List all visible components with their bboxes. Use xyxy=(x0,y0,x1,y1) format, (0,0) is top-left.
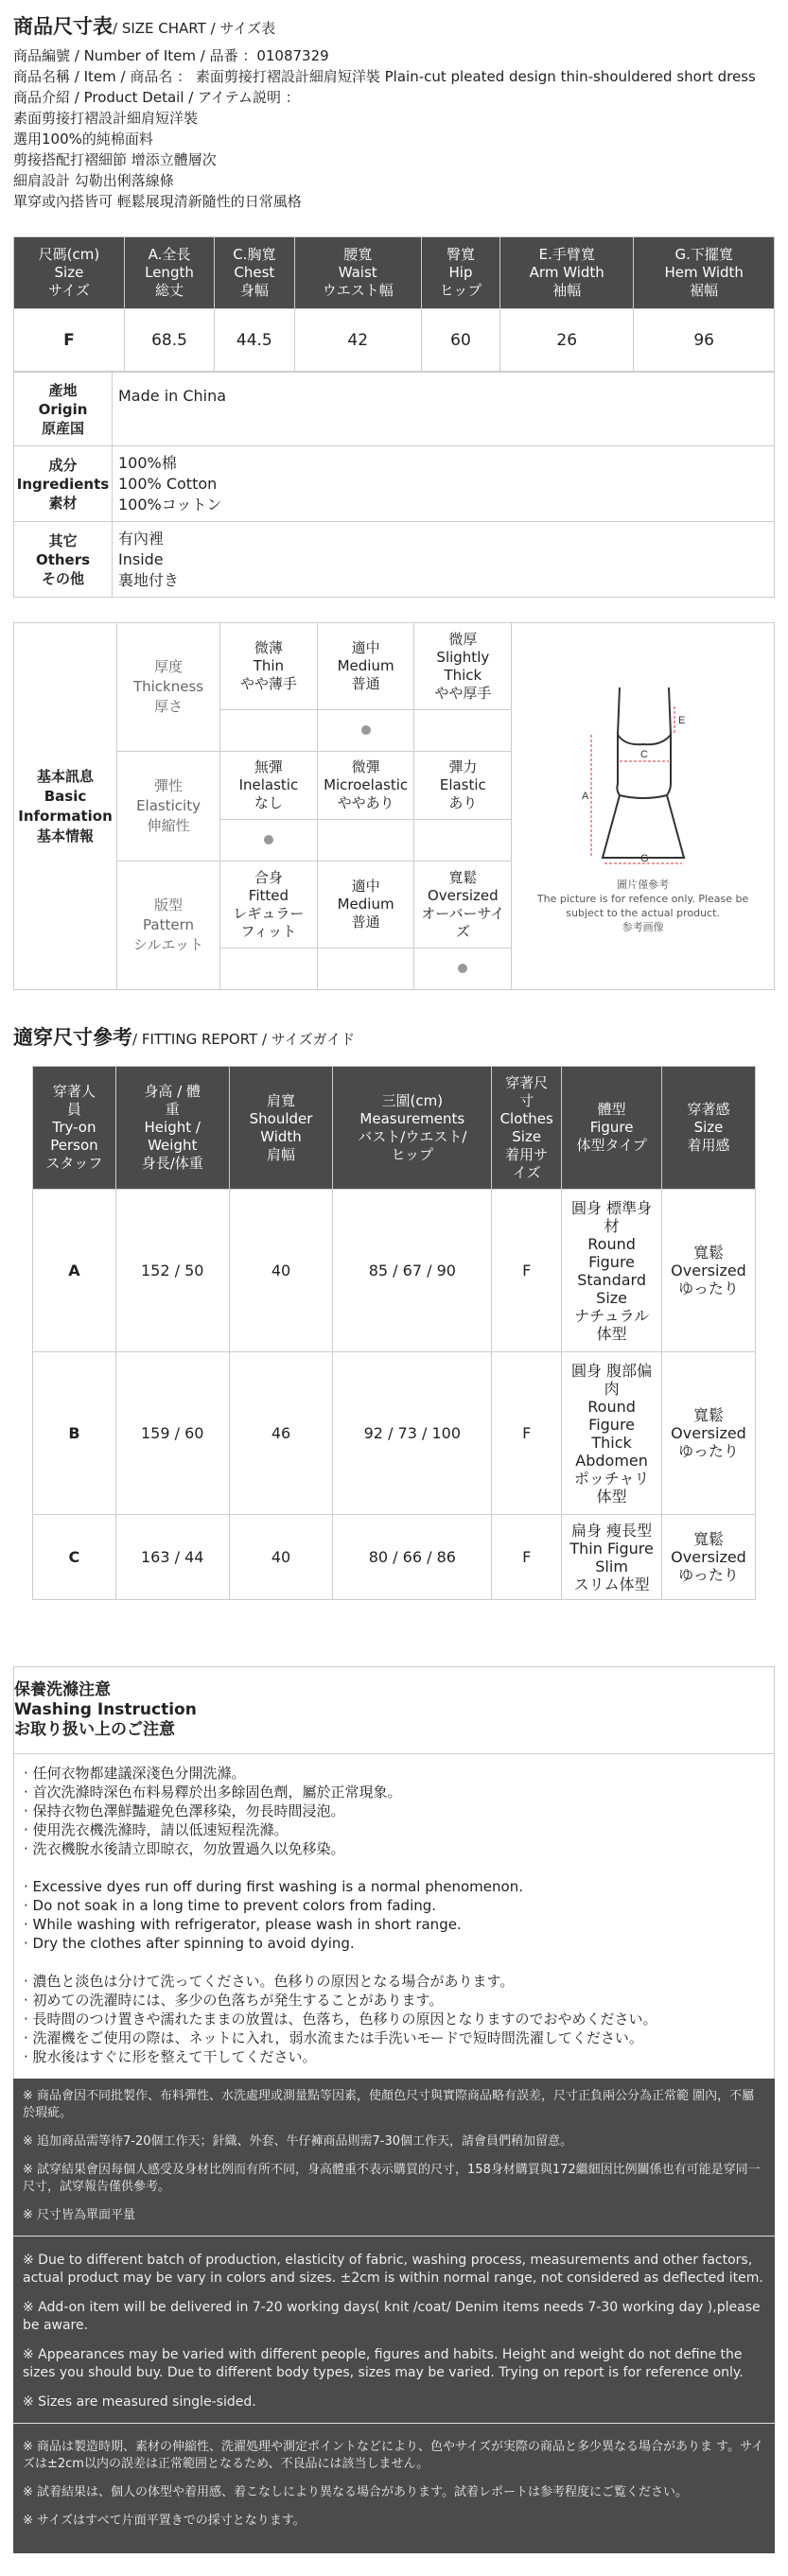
origin-row xyxy=(14,373,775,446)
elasticity-option-elastic: 彈力 Elastic あり xyxy=(414,752,512,820)
fitting-report-table xyxy=(32,1066,756,1600)
size-cell: F xyxy=(14,309,125,372)
fitting-report-title: 適穿尺寸參考/ FITTING REPORT / サイズガイド xyxy=(13,1026,356,1049)
dress-image-note: 圖片僅參考 The picture is for refence only. Please be subject to the actual product. 参考画像 xyxy=(536,879,749,933)
elasticity-indicator-inelastic xyxy=(220,820,318,862)
washing-title: 保養洗滌注意 Washing Instruction お取り扱い上のご注意 xyxy=(14,1680,197,1739)
product-info xyxy=(13,45,775,212)
header-size-feel: 穿著感 Size 着用感 xyxy=(662,1067,756,1190)
measurements-cell: 80 / 66 / 86 xyxy=(333,1515,492,1600)
thickness-indicator-medium xyxy=(317,710,414,752)
thickness-label: 厚度 Thickness 厚さ xyxy=(117,623,220,752)
pattern-indicator-fitted xyxy=(220,949,318,990)
label-a: A xyxy=(581,791,588,802)
product-meta-table xyxy=(13,372,775,598)
header-waist: 腰寬 Waist ウエスト幅 xyxy=(294,237,421,309)
selected-dot xyxy=(458,964,467,973)
table-row xyxy=(33,1352,756,1515)
ingredients-row xyxy=(14,446,775,522)
header-hip: 臀寬 Hip ヒップ xyxy=(421,237,499,309)
shoulder-cell: 46 xyxy=(229,1352,333,1515)
height-weight-cell: 152 / 50 xyxy=(115,1190,229,1352)
info-line: 素面剪接打褶設計細肩短洋裝 xyxy=(13,110,199,127)
size-feel-cell: 寬鬆 Oversized ゆったり xyxy=(662,1190,756,1352)
dress-diagram xyxy=(572,678,714,867)
info-line: 單穿或內搭皆可 輕鬆展現清新隨性的日常風格 xyxy=(13,193,302,210)
info-line: 商品名稱 / Item / 商品名 ： 素面剪接打褶設計細肩短洋裝 Plain-cut pleated design thin-shouldered short dress xyxy=(13,68,756,85)
dress-diagram-cell xyxy=(512,623,775,990)
header-hem-width: G.下擺寬 Hem Width 裾幅 xyxy=(634,237,775,309)
header-clothes-size: 穿著尺 寸 Clothes Size 着用サ イズ xyxy=(492,1067,562,1190)
height-weight-cell: 163 / 44 xyxy=(115,1515,229,1600)
header-size: 尺碼(cm) Size サイズ xyxy=(14,237,125,309)
basic-info-table xyxy=(13,622,775,990)
shoulder-cell: 40 xyxy=(229,1515,333,1600)
thickness-option-thin: 微薄 Thin やや薄手 xyxy=(220,623,318,710)
pattern-indicator-medium xyxy=(317,949,414,990)
header-try-on-person: 穿著人 員 Try-on Person スタッフ xyxy=(33,1067,116,1190)
figure-cell: 圓身 腹部偏 肉 Round Figure Thick Abdomen ポッチャリ 体型 xyxy=(562,1352,662,1515)
pattern-indicator-oversized xyxy=(414,949,512,990)
header-length: A.全長 Length 総丈 xyxy=(124,237,214,309)
shoulder-cell: 40 xyxy=(229,1190,333,1352)
waist-cell: 42 xyxy=(294,309,421,372)
header-chest: C.胸寬 Chest 身幅 xyxy=(215,237,294,309)
others-value: 有內裡 Inside 裏地付き xyxy=(113,522,775,598)
person-cell: B xyxy=(33,1352,116,1515)
table-row xyxy=(33,1190,756,1352)
notes-en: ※ Due to different batch of production, elasticity of fabric, washing process, measurements and other factors, actual product may be vary in colors and sizes. ±2cm is within normal range, not considered as deflected item. ※ Add-on item will be delivered in 7-20 working days( knit /coat/ Denim items needs 7-30 working day ),please be aware. ※ Appearances may be varied with different people, figures and habits. Height and weight do not define the sizes you should buy. Due to different body types, sizes may be varied. Trying on report is for reference only. ※ Sizes are measured single-sided. xyxy=(23,2253,763,2410)
washing-zh: · 任何衣物都建議深淺色分開洗滌。 · 首次洗滌時深色布料易釋於出多餘固色劑，屬於正常現象。 · 保持衣物色澤鮮豔避免色澤移染，勿長時間浸泡。 · 使用洗衣機洗滌時，請以低速短程洗滌。 · 洗衣機脫水後請立即晾衣，勿放置過久以免移染。 xyxy=(24,1765,402,1857)
elasticity-indicator-elastic xyxy=(414,820,512,862)
pattern-option-medium: 適中 Medium 普通 xyxy=(317,862,414,949)
measurements-cell: 85 / 67 / 90 xyxy=(333,1190,492,1352)
notes-panel xyxy=(13,2079,775,2553)
person-cell: A xyxy=(33,1190,116,1352)
pattern-label: 版型 Pattern シルエット xyxy=(117,862,220,990)
notes-zh: ※ 商品會因不同批製作、布料彈性、水洗處理或測量點等因素，使顏色尺寸與實際商品略有誤差，尺寸正負兩公分為正常範 圍內，不屬於瑕疵。 ※ 追加商品需等待7-20個工作天；針織、外套、牛仔褲商品則需7-30個工作天，請會員們稍加留意。 ※ 試穿結果會因每個人感受及身材比例而有所不同，身高體重不表示購買的尺寸，158身材購買與172繼細因比例關係也有可能是穿同一尺寸，試穿報告僅供參考。 ※ 尺寸皆為單面平量 xyxy=(23,2089,761,2222)
height-weight-cell: 159 / 60 xyxy=(115,1352,229,1515)
figure-cell: 扁身 瘦長型 Thin Figure Slim スリム体型 xyxy=(562,1515,662,1600)
selected-dot xyxy=(361,725,371,735)
origin-label: 產地 Origin 原産国 xyxy=(14,373,113,446)
thickness-indicator-thin xyxy=(220,710,318,752)
notes-ja: ※ 商品は製造時期、素材の伸縮性、洗濯処理や測定ポイントなどにより、色やサイズが実際の商品と多少異なる場合がありま す。サイズは±2cm以内の誤差は正常範囲となるため、不良品には該当しません。 ※ 試着結果は、個人の体型や着用感、着こなしにより異なる場合があります。試着レポートは参考程度にご覧ください。 ※ サイズはすべて片面平置きでの採寸となります。 xyxy=(23,2440,764,2528)
ingredients-value: 100%棉 100% Cotton 100%コットン xyxy=(113,446,775,522)
selected-dot xyxy=(264,835,273,844)
thickness-indicator-thick xyxy=(414,710,512,752)
table-row xyxy=(33,1515,756,1600)
basic-info-heading: 基本訊息 Basic Information 基本情報 xyxy=(14,623,117,990)
header-height-weight: 身高 / 體 重 Height / Weight 身長/体重 xyxy=(115,1067,229,1190)
elasticity-option-inelastic: 無彈 Inelastic なし xyxy=(220,752,318,820)
info-line: 選用100%的純棉面料 xyxy=(13,131,153,148)
table-row xyxy=(14,309,775,372)
header-arm-width: E.手臂寬 Arm Width 袖幅 xyxy=(500,237,634,309)
info-line: 商品介紹 / Product Detail / アイテム説明 ： xyxy=(13,89,300,106)
hem-width-cell: 96 xyxy=(634,309,775,372)
elasticity-label: 彈性 Elasticity 伸縮性 xyxy=(117,752,220,862)
length-cell: 68.5 xyxy=(124,309,214,372)
info-line: 商品編號 / Number of Item / 品番 ：01087329 xyxy=(13,47,329,64)
person-cell: C xyxy=(33,1515,116,1600)
info-line: 剪接搭配打褶細節 增添立體層次 xyxy=(13,151,217,168)
size-feel-cell: 寬鬆 Oversized ゆったり xyxy=(662,1515,756,1600)
clothes-size-cell: F xyxy=(492,1190,562,1352)
info-line: 細肩設計 勾勒出俐落線條 xyxy=(13,172,174,189)
washing-ja: · 濃色と淡色は分けて洗ってください。色移りの原因となる場合があります。 · 初めての洗濯時には、多少の色落ちが発生することがあります。 · 長時間のつけ置きや濡れたままの放置は、色落ち，色移りの原因となりますのでおやめください。 · 洗濯機をご使用の際は、ネットに入れ，弱水流または手洗いモードで短時間洗濯してください。 · 脫水後はすぐに形を整えて干してください。 xyxy=(24,1973,657,2065)
arm-width-cell: 26 xyxy=(500,309,634,372)
elasticity-indicator-microelastic xyxy=(317,820,414,862)
size-feel-cell: 寬鬆 Oversized ゆったり xyxy=(662,1352,756,1515)
chest-cell: 44.5 xyxy=(215,309,294,372)
hip-cell: 60 xyxy=(421,309,499,372)
header-figure: 體型 Figure 体型タイプ xyxy=(562,1067,662,1190)
label-e: E xyxy=(677,715,685,726)
washing-en: · Excessive dyes run off during first washing is a normal phenomenon. · Do not soak in a long time to prevent colors from fading. · While washing with refrigerator, please wash in short range. · Dry the clothes after spinning to avoid dying. xyxy=(24,1878,523,1952)
ingredients-label: 成分 Ingredients 素材 xyxy=(14,446,113,522)
size-chart-title: 商品尺寸表/ SIZE CHART / サイズ表 xyxy=(13,15,276,38)
header-shoulder-width: 肩寬 Shoulder Width 肩幅 xyxy=(229,1067,333,1190)
size-chart-table xyxy=(13,236,775,372)
elasticity-option-microelastic: 微彈 Microelastic ややあり xyxy=(317,752,414,820)
label-g: G xyxy=(639,853,649,864)
others-row xyxy=(14,522,775,598)
washing-instructions xyxy=(13,1666,775,2080)
thickness-option-thick: 微厚 Slightly Thick やや厚手 xyxy=(414,623,512,710)
clothes-size-cell: F xyxy=(492,1515,562,1600)
measurements-cell: 92 / 73 / 100 xyxy=(333,1352,492,1515)
header xyxy=(0,0,788,212)
others-label: 其它 Others その他 xyxy=(14,522,113,598)
origin-value: Made in China xyxy=(113,373,775,446)
thickness-option-medium: 適中 Medium 普通 xyxy=(317,623,414,710)
pattern-option-fitted: 合身 Fitted レギュラー フィット xyxy=(220,862,318,949)
clothes-size-cell: F xyxy=(492,1352,562,1515)
header-measurements: 三圍(cm) Measurements バスト/ウエスト/ ヒップ xyxy=(333,1067,492,1190)
figure-cell: 圓身 標準身 材 Round Figure Standard Size ナチュラル 体型 xyxy=(562,1190,662,1352)
label-c: C xyxy=(639,749,648,760)
pattern-option-oversized: 寬鬆 Oversized オーバーサイ ズ xyxy=(414,862,512,949)
